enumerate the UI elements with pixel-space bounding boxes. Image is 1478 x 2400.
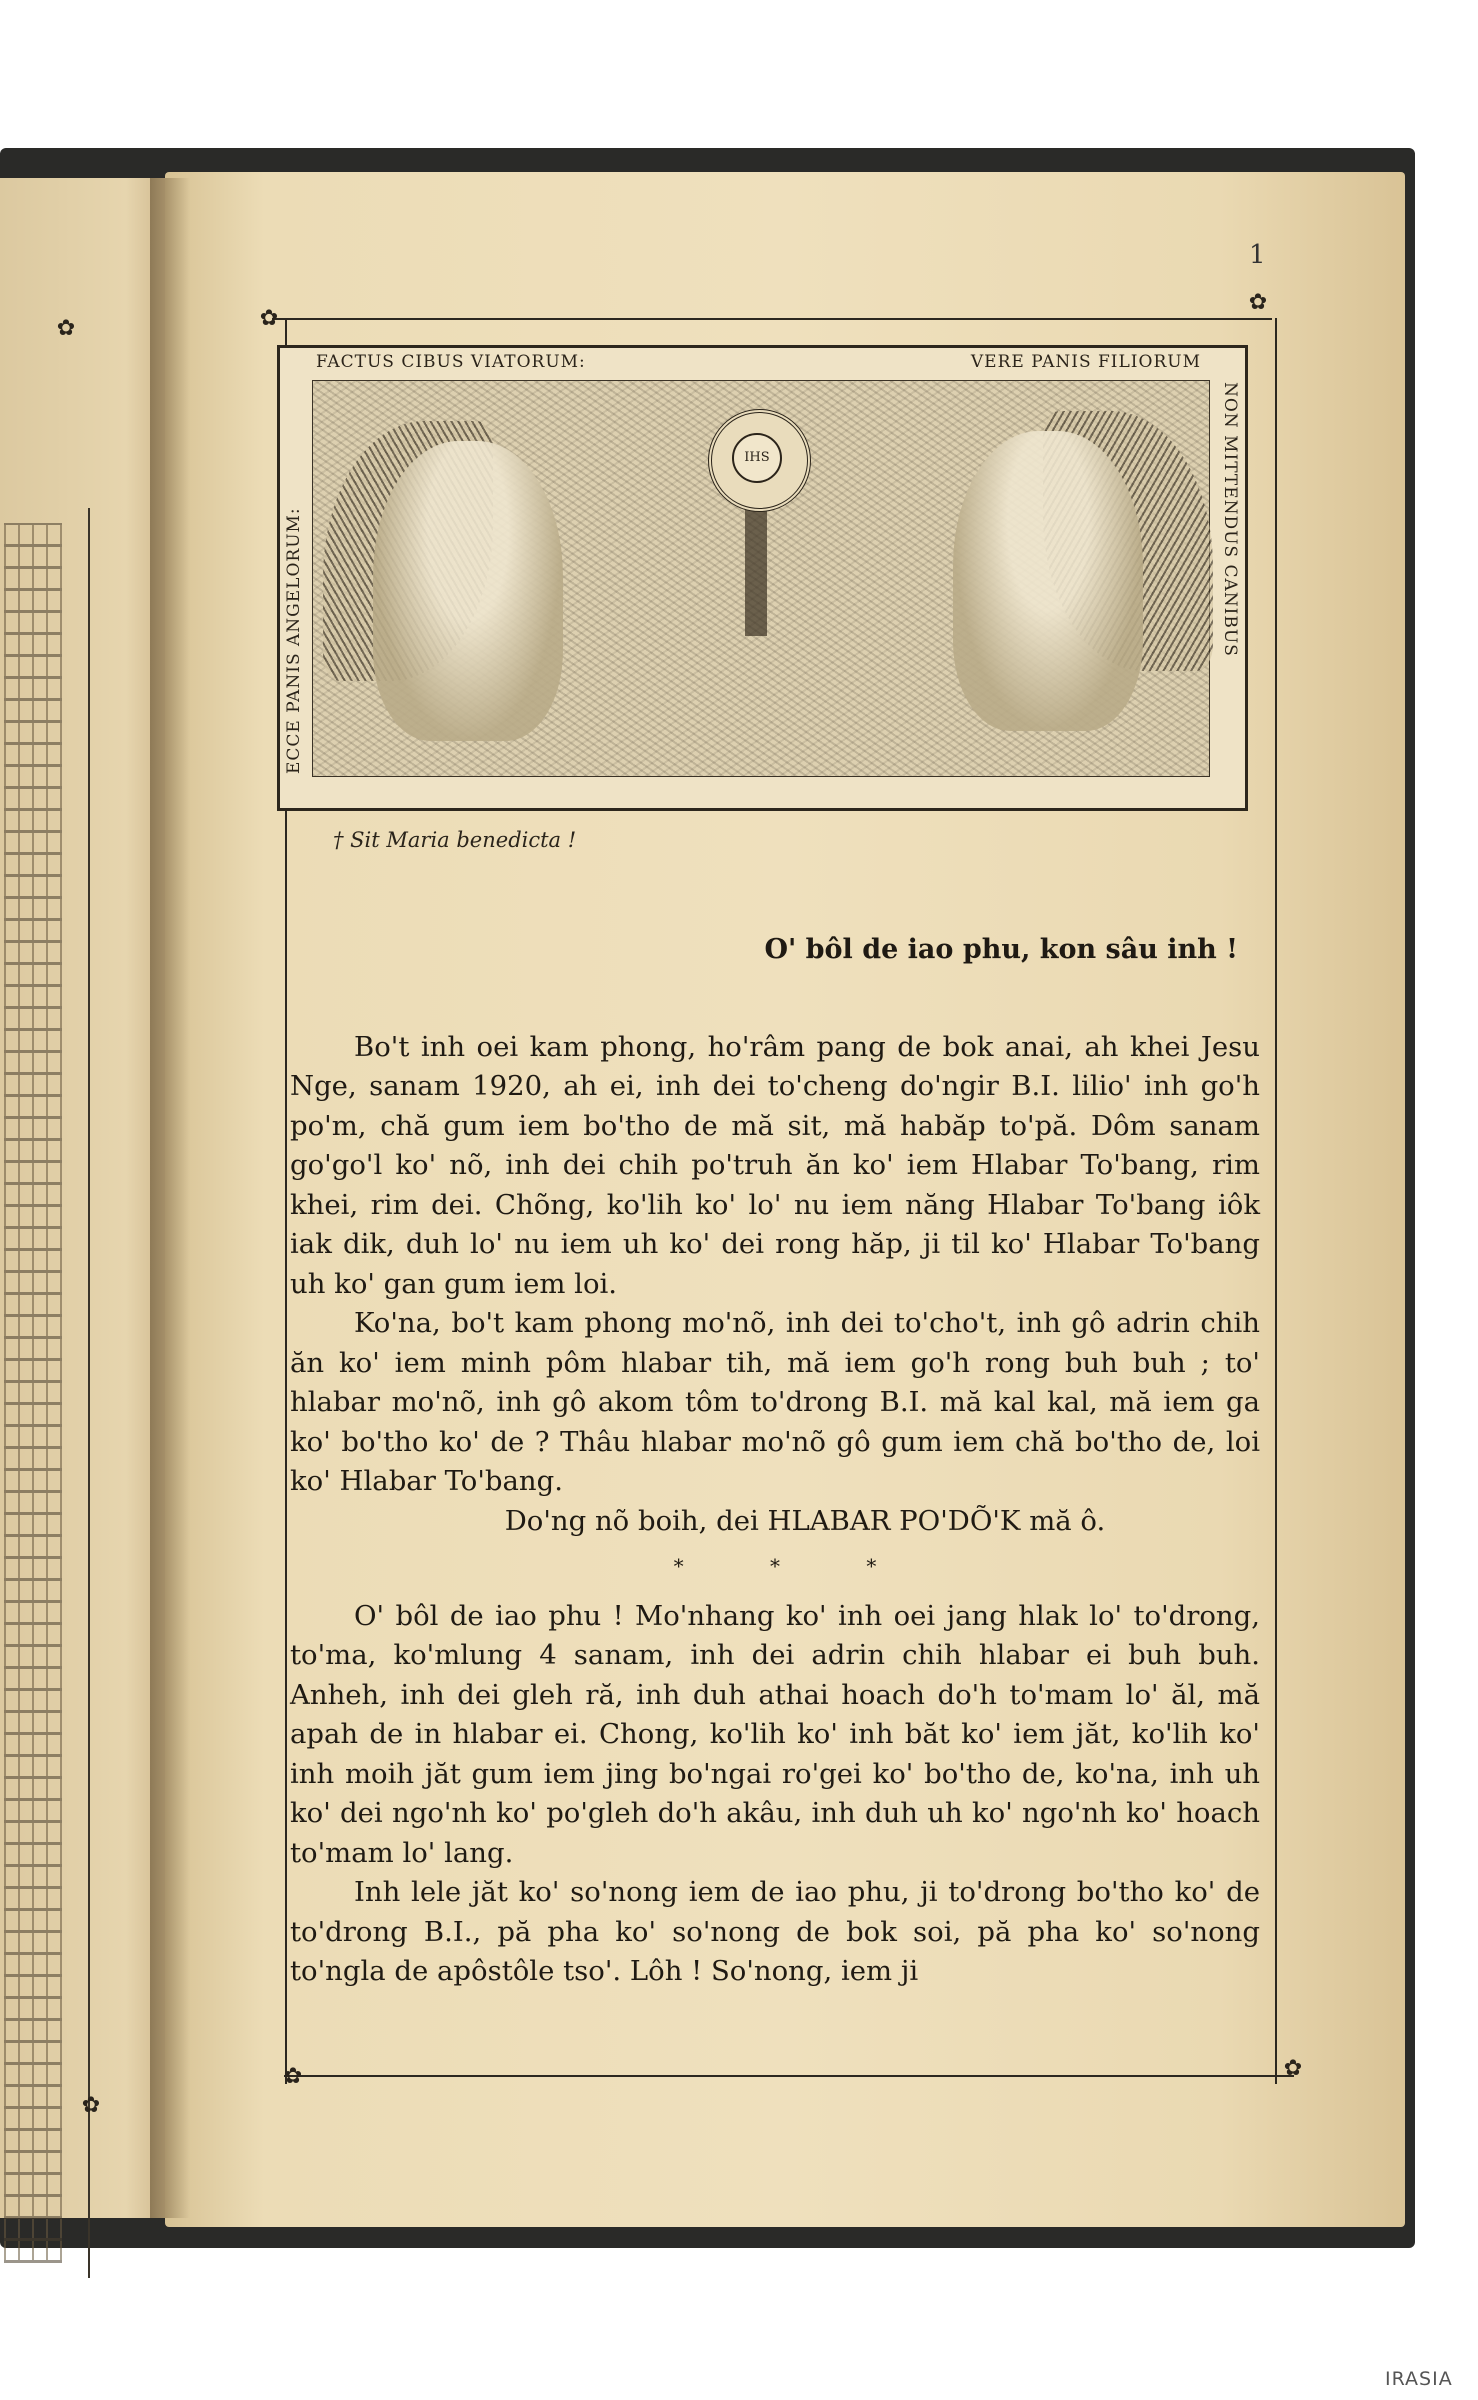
angel-left: [373, 441, 563, 741]
left-page-ornament: [4, 523, 62, 2263]
watermark: IRASIA: [1385, 2368, 1453, 2390]
engraving-inscription-top-left: FACTUS CIBUS VIATORUM:: [312, 352, 590, 372]
page-gutter: [150, 178, 190, 2218]
section-divider: * * *: [673, 1554, 917, 1578]
paragraph: Bo't inh oei kam phong, ho'râm pang de bok anai, ah khei Jesu Nge, sanam 1920, ah ei, inh dei to'cheng do'ngir B.I. lilio' inh go'h po'm, chă gum iem bo'tho de mă sit, mă habăp to'pă. Dôm sanam go'go'l ko' nõ, inh dei chih po'truh ăn ko' iem Hlabar To'bang, rim khei, rim dei. Chõng, ko'lih ko' lo' nu iem năng Hlabar To'bang iôk iak dik, duh lo' nu iem uh ko' dei rong hăp, ji til ko' Hlabar To'bang uh ko' gan gum iem loi.: [290, 1030, 1260, 1300]
angel-right: [953, 431, 1143, 731]
page-heading: O' bôl de iao phu, kon sâu inh !: [764, 934, 1238, 965]
eucharist-engraving: [277, 345, 1248, 811]
monstrance: [708, 409, 811, 512]
flower-ornament-icon: ✿: [259, 306, 279, 331]
engraving-scene: [312, 380, 1210, 777]
paragraph: Ko'na, bo't kam phong mo'nõ, inh dei to'cho't, inh gô adrin chih ăn ko' iem minh pôm hlabar tih, mă iem go'h rong buh buh ; to' hlabar mo'nõ, inh gô akom tôm to'drong B.I. mă kal kal, mă iem ga ko' bo'tho ko' de ? Thâu hlabar mo'nõ gô gum iem chă bo'tho de, loi ko' Hlabar To'bang.: [290, 1307, 1260, 1497]
flower-ornament-icon: ✿: [56, 316, 76, 341]
engraving-inscription-right: NON MITTENDUS CANIBUS: [1220, 378, 1240, 661]
engraving-inscription-top-right: VERE PANIS FILIORUM: [967, 352, 1205, 372]
flower-ornament-icon: ✿: [1283, 2056, 1303, 2081]
frame-bottom-rule: [284, 2075, 1294, 2077]
engraving-caption: † Sit Maria benedicta !: [333, 828, 577, 852]
monstrance-stem: [745, 506, 767, 636]
page-number: 1: [1249, 240, 1266, 270]
paragraph: Inh lele jăt ko' so'nong iem de iao phu, ji to'drong bo'tho ko' de to'drong B.I., pă pha ko' so'nong de bok soi, pă pha ko' so'nong to'ngla de apôstôle tso'. Lôh ! So'nong, iem ji: [290, 1876, 1260, 1987]
flower-ornament-icon: ✿: [1248, 290, 1268, 315]
frame-top-rule: [272, 318, 1272, 320]
paragraph: O' bôl de iao phu ! Mo'nhang ko' inh oei jang hlak lo' to'drong, to'ma, ko'mlung 4 sanam, inh dei adrin chih hlabar ei buh buh. Anheh, inh dei gleh ră, inh duh athai hoach do'h to'mam lo' ăl, mă apah de in hlabar ei. Chong, ko'lih ko' inh băt ko' iem jăt, ko'lih ko' inh moih jăt gum iem jing bo'ngai ro'gei ko' bo'tho de, ko'na, inh uh ko' dei ngo'nh ko' po'gleh do'h akâu, inh duh uh ko' ngo'nh ko' hoach to'mam lo' lang.: [290, 1599, 1260, 1869]
book-title-line: Do'ng nõ boih, dei HLABAR PO'DÕ'K mă ô.: [504, 1504, 1106, 1537]
engraving-inscription-left: ECCE PANIS ANGELORUM:: [284, 503, 304, 778]
flower-ornament-icon: ✿: [283, 2064, 303, 2089]
flower-ornament-icon: ✿: [81, 2093, 101, 2118]
body-text: [290, 930, 1260, 1992]
monstrance-host: IHS: [732, 433, 782, 483]
